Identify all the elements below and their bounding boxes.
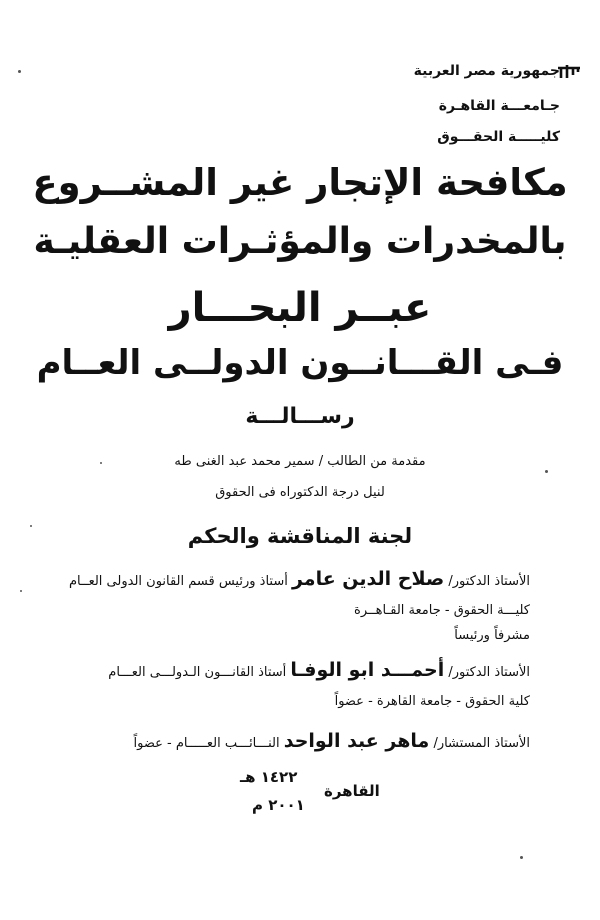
scan-speck	[545, 470, 548, 473]
committee-member-2	[62, 659, 530, 681]
title-line-2: بالمخدرات والمؤثـرات العقليـة	[33, 221, 567, 262]
member-2-affiliation: كلية الحقوق - جامعة القاهرة - عضواً	[334, 694, 530, 709]
scan-speck	[100, 462, 102, 464]
member-3-position: النـــائـــب العـــــام	[175, 736, 280, 751]
degree-line: لنيل درجة الدكتوراه فى الحقوق	[215, 485, 385, 500]
university-logo-icon	[556, 62, 582, 82]
member-1-name: صلاح الدين عامر	[291, 568, 445, 590]
committee-member-1	[62, 568, 530, 590]
title-line-3: عبــر البحـــار	[168, 285, 432, 331]
hijri-year: ١٤٢٢ هـ	[240, 768, 298, 786]
committee-heading: لجنة المناقشة والحكم	[187, 524, 413, 548]
member-3-name: ماهر عبد الواحد	[283, 730, 430, 752]
member-3-role: - عضواً	[133, 736, 172, 751]
scan-speck	[520, 856, 523, 859]
title-line-1: مكافحة الإتجار غير المشــروع	[32, 161, 568, 204]
scan-speck	[20, 590, 22, 592]
member-1-position: أستاذ ورئيس قسم القانون الدولى العــام	[68, 574, 288, 589]
title-line-4: فـى القـــانــون الدولــى العــام	[36, 343, 564, 383]
member-1-affiliation: كليـــة الحقوق - جامعة القـاهــرة	[354, 603, 530, 618]
thesis-label: رســـالـــة	[245, 404, 355, 429]
member-2-position: أستاذ القانـــون الـدولـــى العـــام	[108, 665, 287, 680]
scan-speck	[18, 70, 21, 73]
scan-speck	[30, 525, 32, 527]
member-1-role: مشرفاً ورئيساً	[454, 628, 530, 643]
submitted-by: مقدمة من الطالب / سمير محمد عبد الغنى طه	[174, 454, 426, 469]
committee-member-3	[62, 730, 530, 752]
country-name: جمهورية مصر العربية	[413, 63, 560, 79]
member-2-name: أحمـــد ابو الوفـا	[290, 659, 445, 681]
city-name: القاهرة	[324, 782, 380, 800]
member-1-title: الأستاذ الدكتور/	[448, 574, 530, 589]
member-2-title: الأستاذ الدكتور/	[448, 665, 530, 680]
university-name: جـامعـــة القاهـرة	[438, 98, 560, 114]
member-3-title: الأستاذ المستشار/	[433, 736, 530, 751]
gregorian-year: ٢٠٠١ م	[252, 796, 305, 814]
faculty-name: كليـــــة الحقـــوق	[437, 129, 560, 145]
